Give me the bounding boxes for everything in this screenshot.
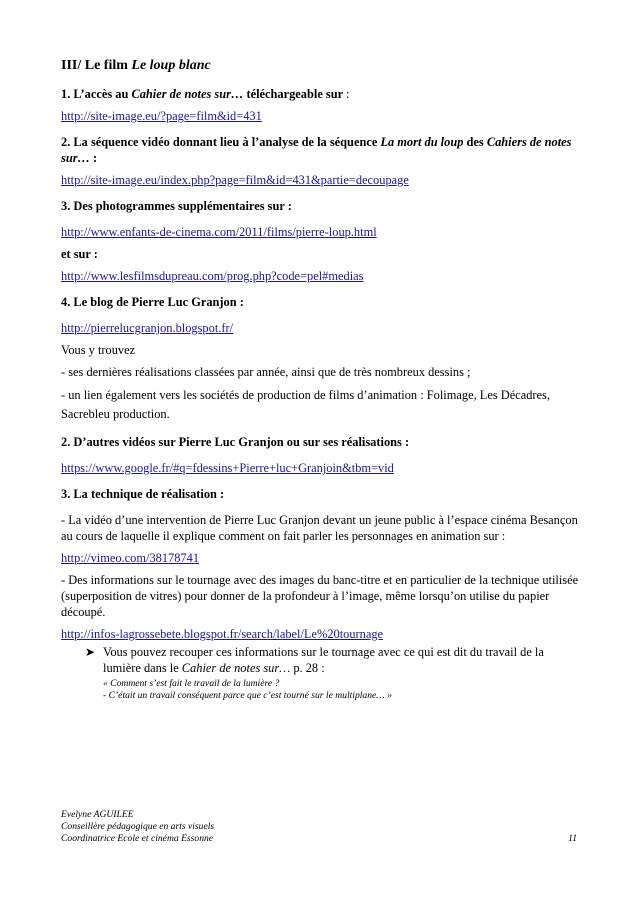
- blog-heading: 4. Le blog de Pierre Luc Granjon :: [61, 295, 244, 309]
- s1-italic: Cahier de notes sur…: [131, 87, 244, 101]
- s1-pre: 1. L’accès au: [61, 87, 132, 101]
- page-number: 11: [568, 833, 577, 844]
- blog-intro: Vous y trouvez: [61, 343, 136, 357]
- blog-item-2: - un lien également vers les sociétés de production de films d’animation : Folimage, Les Décadres, Sacrebleu production.: [61, 388, 550, 421]
- link-google-videos[interactable]: https://www.google.fr/#q=fdessins+Pierre+luc+Granjoin&tbm=vid: [61, 461, 394, 475]
- s1-post: téléchargeable sur: [243, 87, 347, 101]
- footer-name: Evelyne AGUILEE: [61, 809, 134, 820]
- technique-p2: - Des informations sur le tournage avec des images du banc-titre et en particulier de la technique utilisée (superposition de vitres) pour donner de la profondeur à l’image, même lorsqu’on utilise du papier découpé.: [61, 573, 579, 619]
- bullet-pre: Vous pouvez recouper ces informations sur le tournage avec ce qui est dit du travail de la lumière dans le: [103, 645, 544, 675]
- title-film-name: Le loup blanc: [131, 58, 211, 73]
- s2-pre: 2. La séquence vidéo donnant lieu à l’analyse de la séquence: [61, 135, 381, 149]
- s1-colon: :: [346, 87, 350, 101]
- link-decoupage[interactable]: http://site-image.eu/index.php?page=film&id=431&partie=decoupage: [61, 173, 409, 187]
- s2-italic2: Cahiers de notes sur…: [61, 135, 572, 165]
- quote-line-1: « Comment s’est fait le travail de la lumière ?: [103, 678, 280, 689]
- technique-heading: 3. La technique de réalisation :: [61, 487, 225, 501]
- photogrammes-heading: 3. Des photogrammes supplémentaires sur :: [61, 199, 292, 213]
- and-label: et sur :: [61, 247, 98, 261]
- quote-block: [103, 678, 581, 702]
- technique-p1: - La vidéo d’une intervention de Pierre Luc Granjon devant un jeune public à l’espace cinéma Besançon au cours de laquelle il explique comment on fait parler les personnages en animation sur :: [61, 513, 578, 543]
- s2-italic1: La mort du loup: [380, 135, 464, 149]
- videos-heading: 2. D’autres vidéos sur Pierre Luc Granjon ou sur ses réalisations :: [61, 435, 410, 449]
- bullet-text: [103, 644, 581, 676]
- link-cahier[interactable]: http://site-image.eu/?page=film&id=431: [61, 109, 262, 123]
- link-blog[interactable]: http://pierrelucgranjon.blogspot.fr/: [61, 321, 234, 335]
- access-heading: [61, 86, 581, 102]
- section-title: [61, 58, 581, 74]
- bullet-post: p. 28 :: [290, 661, 325, 675]
- sequence-heading: [61, 134, 581, 166]
- link-films-du-preau[interactable]: http://www.lesfilmsdupreau.com/prog.php?code=pel#medias: [61, 269, 364, 283]
- s2-post: :: [89, 151, 98, 165]
- footer-org: Coordinatrice Ecole et cinéma Essonne: [61, 833, 214, 844]
- bullet-item: [85, 644, 581, 676]
- blog-item-1: - ses dernières réalisations classées par année, ainsi que de très nombreux dessins ;: [61, 365, 471, 379]
- page-content: [61, 58, 581, 702]
- link-enfants-de-cinema[interactable]: http://www.enfants-de-cinema.com/2011/films/pierre-loup.html: [61, 225, 377, 239]
- footer-role: Conseillère pédagogique en arts visuels: [61, 821, 215, 832]
- link-tournage[interactable]: http://infos-lagrossebete.blogspot.fr/search/label/Le%20tournage: [61, 627, 384, 641]
- s2-mid: des: [463, 135, 487, 149]
- quote-line-2: - C’était un travail conséquent parce que c’est tourné sur le multiplane… »: [103, 690, 393, 701]
- page-footer: [61, 809, 577, 845]
- arrow-bullet-icon: ➤: [85, 645, 96, 659]
- link-vimeo[interactable]: http://vimeo.com/38178741: [61, 551, 200, 565]
- title-prefix: III/ Le film: [61, 58, 132, 73]
- bullet-italic: Cahier de notes sur…: [181, 661, 291, 675]
